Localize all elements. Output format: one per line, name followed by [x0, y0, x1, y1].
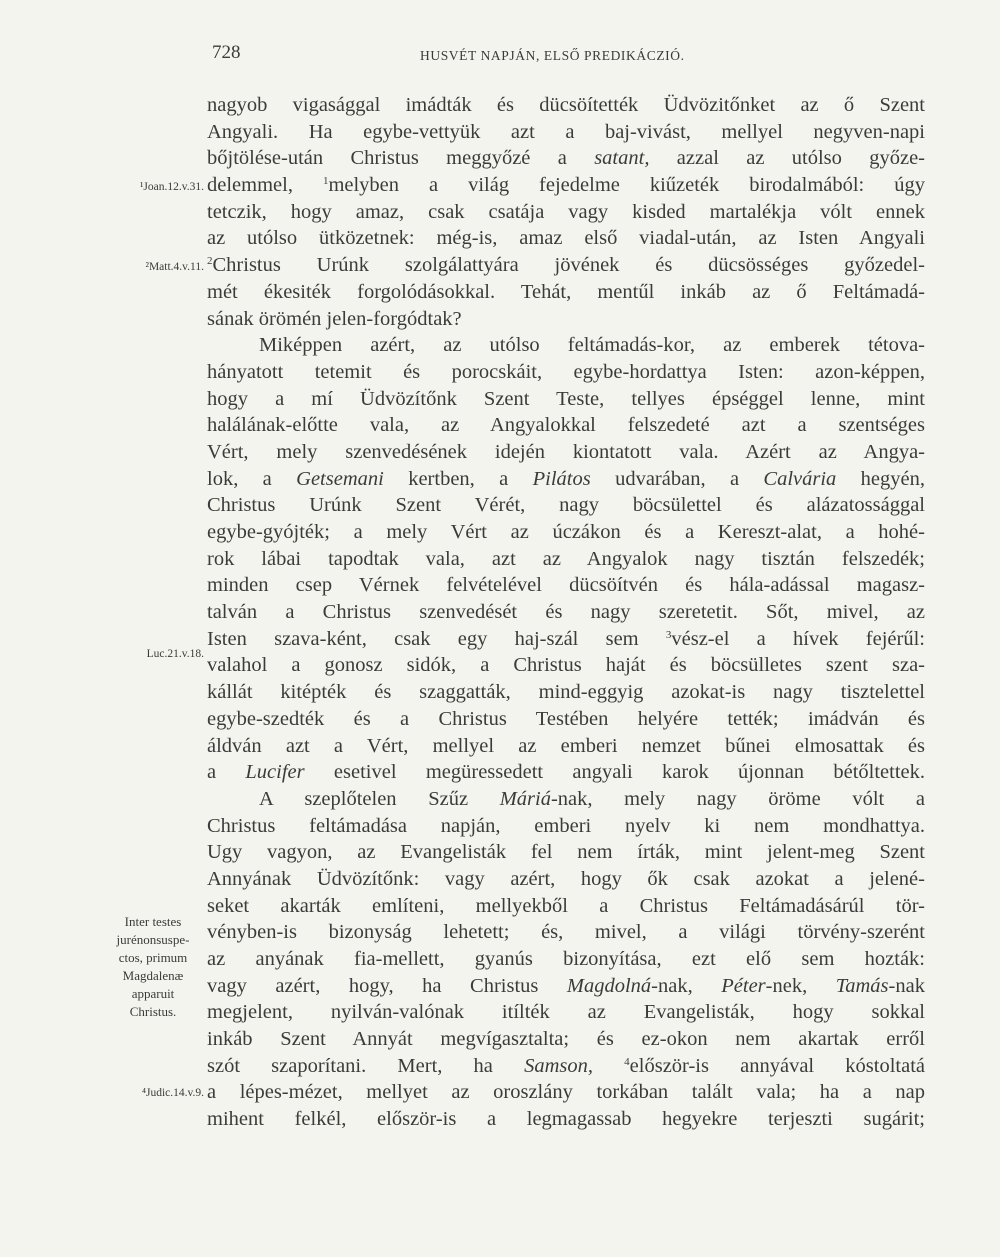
footnote-marker: 1	[322, 175, 329, 188]
text-line: az utólso ütközetnek: még-is, amaz első viadal-után, az Isten Angyali	[207, 227, 925, 250]
text-line: szót szaporítani. Mert, ha Samson, $^4$először-is annyával kóstoltatá	[207, 1054, 925, 1077]
text-line: valahol a gonosz sidók, a Christus haját és böcsülletes szent sza-	[207, 654, 925, 677]
text-line: mét ékesiték forgolódásokkal. Tehát, mentűl inkáb az ő Feltámadá-	[207, 280, 925, 303]
page-number: 728	[212, 42, 241, 63]
text-line: az anyának fia-mellett, gyanús bizonyítása, ezt elő sem hozták:	[207, 948, 925, 970]
footnote-marker: 4	[624, 1055, 630, 1068]
text-line: a lépes-mézet, mellyet az oroszlány torkában talált vala; ha a nap	[207, 1081, 925, 1104]
text-line: bőjtölése-után Christus meggyőzé a satant, azzal az utólso győze-	[207, 147, 926, 170]
body-text	[207, 92, 925, 1133]
text-line: delemmel, $^1$melyben a világ fejedelme kiűzeték birodalmából: úgy	[207, 174, 925, 197]
text-line: Miképpen azért, az utólso feltámadás-kor, az emberek tétova-	[259, 334, 925, 357]
text-line: megjelent, nyilván-valónak itílték az Evangelisták, hogy sokkal	[207, 1001, 925, 1024]
margin-note-line: Inter testes	[124, 914, 182, 929]
text-line: Vért, mely szenvedésének idején kiontatott vala. Azért az Angya-	[207, 440, 925, 463]
text-line: sának örömén jelen-forgódtak?	[207, 307, 462, 330]
text-line: vagy azért, hogy, ha Christus Magdolná-nak, Péter-nek, Tamás-nak	[207, 974, 925, 997]
margin-note-line: jurénonsuspe-	[116, 932, 190, 947]
margin-note-line: apparuit	[131, 986, 175, 1001]
text-line: seket akarták említeni, mellyekből a Christus Feltámadásárúl tör-	[207, 894, 925, 917]
text-line: mihent felkél, először-is a legmagassab hegyekre terjeszti sugárit;	[207, 1108, 925, 1131]
text-line: hányatott tetemit és porocskáit, egybe-hordattya Isten: azon-képpen,	[207, 360, 925, 383]
text-line: halálának-előtte vala, az Angyalokkal felszedeté azt a szentséges	[207, 414, 925, 437]
margin-note-line: Magdalenæ	[122, 968, 184, 983]
text-line: $^2$Christus Urúnk szolgálattyára jövének és dücsösséges győzedel-	[207, 254, 925, 277]
text-line: rok lábai tapodtak vala, azt az Angyalok nagy tisztán felszedék;	[207, 547, 925, 570]
text-line: A szeplőtelen Szűz Máriá-nak, mely nagy öröme vólt a	[259, 787, 925, 810]
margin-ref-luc: Luc.21.v.18.	[146, 648, 204, 660]
text-line: nagyob vigasággal imádták és dücsöítették Üdvözitőnket az ő Szent	[207, 94, 925, 116]
margin-note-line: Christus.	[129, 1004, 177, 1019]
running-head: HUSVÉT NAPJÁN, ELSŐ PREDIKÁCZIÓ.	[420, 48, 685, 63]
text-line: vényben-is bizonyság lehetett; és, mivel, a világi törvény-szerént	[207, 921, 925, 944]
text-line: Christus feltámadása napján, emberi nyelv ki nem mondhattya.	[207, 814, 925, 837]
text-line: Angyali. Ha egybe-vettyük azt a baj-vivást, mellyel negyven-napi	[207, 120, 925, 143]
text-line: a Lucifer esetivel megüressedett angyali karok újonnan bétőltettek.	[207, 761, 925, 784]
text-line: kállát kitépték és szaggatták, mind-eggyig azokat-is nagy tisztelettel	[207, 681, 925, 704]
text-line: Annyának Üdvözítőnk: vagy azért, hogy ők csak azokat a jelené-	[207, 867, 925, 890]
text-line: áldván azt a Vért, mellyel az emberi nemzet bűnei elmosattak és	[207, 734, 925, 757]
margin-note-line: ctos, primum	[118, 950, 188, 965]
text-line: Christus Urúnk Szent Vérét, nagy böcsülettel és alázatossággal	[207, 494, 925, 517]
margin-ref-judic: ⁴Judic.14.v.9.	[141, 1087, 204, 1099]
text-line: egybe-szedték és a Christus Testében helyére tették; imádván és	[207, 707, 925, 730]
text-line: minden csep Vérnek felvételével dücsöítvén és hála-adással magasz-	[207, 574, 925, 597]
margin-note	[100, 913, 206, 1021]
text-line: hogy a mí Üdvözítőnk Szent Teste, tellyes épséggel lenne, mint	[207, 387, 925, 410]
text-line: tetczik, hogy amaz, csak csatája vagy kisded martalékja vólt ennek	[207, 200, 925, 223]
text-line: lok, a Getsemani kertben, a Pilátos udvarában, a Calvária hegyén,	[207, 467, 925, 490]
footnote-marker: 3	[665, 628, 672, 641]
text-line: Isten szava-ként, csak egy haj-szál sem $^3$vész-el a hívek fejérűl:	[207, 627, 925, 650]
footnote-marker: 2	[207, 255, 213, 268]
text-line: talván a Christus szenvedését és nagy szeretetit. Sőt, mivel, az	[207, 601, 925, 624]
margin-ref-matt: ²Matt.4.v.11.	[145, 261, 204, 273]
text-line: inkáb Szent Annyát megvígasztalta; és ez-okon nem akartak erről	[207, 1028, 925, 1051]
text-line: egybe-gyójték; a mely Vért az úczákon és a Kereszt-alat, a hohé-	[207, 521, 925, 543]
text-line: Ugy vagyon, az Evangelisták fel nem írták, mint jelent-meg Szent	[207, 841, 925, 864]
margin-ref-joan: ¹Joan.12.v.31.	[139, 181, 204, 193]
